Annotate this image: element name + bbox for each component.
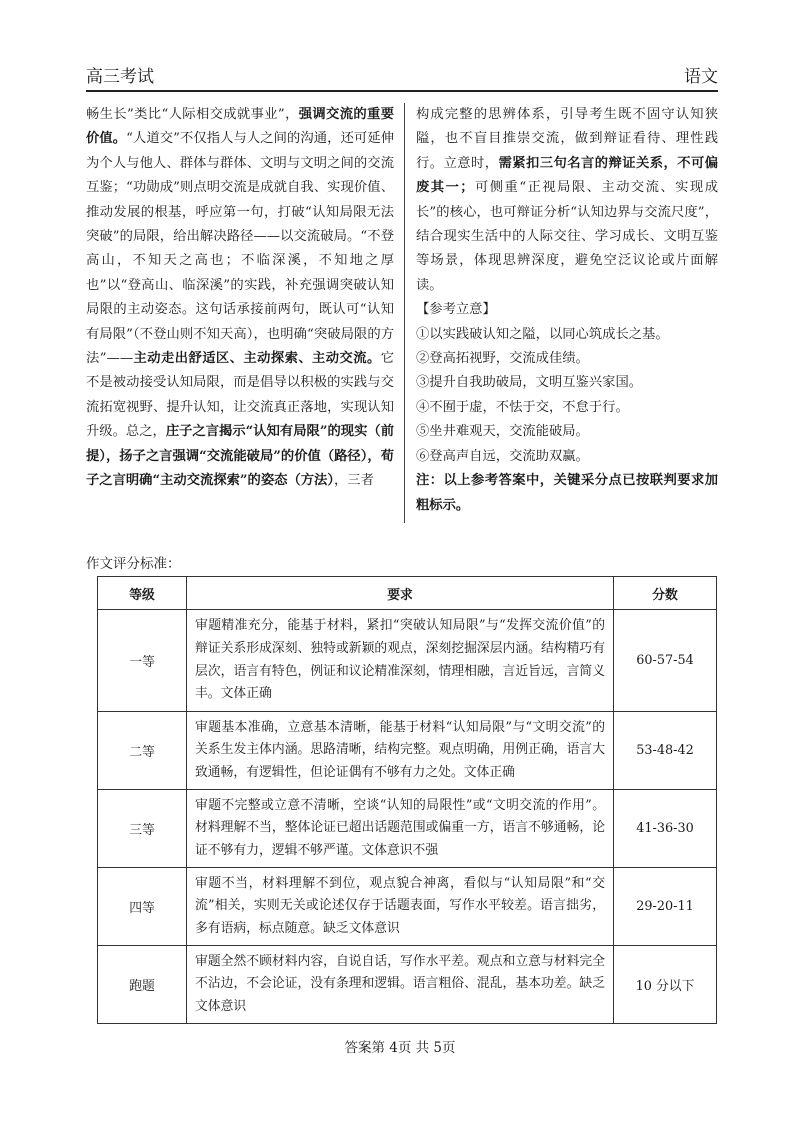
bold-span: 强调交流的重要价值。 <box>86 107 394 147</box>
table-row <box>98 868 717 946</box>
text-span: ，三者 <box>334 473 374 489</box>
reference-item: ①以实践破认知之隘，以同心筑成长之基。 <box>416 326 669 342</box>
requirement-cell: 审题精准充分，能基于材料，紧扣“突破认知局限”与“发挥交流价值”的辩证关系形成深刻、独特或新颖的观点，深刻挖掘深层内涵。结构精巧有层次，语言有特色，例证和议论精准深刻，情理相融，言近旨远，言简义丰。文体正确 <box>187 610 614 712</box>
reference-item: ⑤坐井难观天，交流能破局。 <box>416 424 589 440</box>
scoring-standard-title: 作文评分标准： <box>86 556 181 572</box>
reference-title: 【参考立意】 <box>416 302 496 318</box>
page-header <box>86 62 718 92</box>
requirement-cell: 审题不完整或立意不清晰，空谈“认知的局限性”或“文明交流的作用”。材料理解不当，整体论证已超出话题范围或偏重一方，语言不够通畅，论证不够有力，逻辑不够严谨。文体意识不强 <box>187 790 614 868</box>
grade-cell: 二等 <box>98 712 187 790</box>
grade-cell: 一等 <box>98 610 187 712</box>
text-span: “人道交”不仅指人与人之间的沟通，还可延伸为个人与他人、群体与群体、文明与文明之间的交流互鉴；“功勋成”则点明交流是成就自我、实现价值、推动发展的根基，呼应第一句，打破“认知局限无法突破”的局限，给出解决路径——以交流破局。“不登高山，不知天之高也；不临深溪，不知地之厚也”以“登高山、临深溪”的实践，补充强调突破认知局限的主动姿态。这句话承接前两句，既认可“认知有局限”（不登山则不知天高），也明确“突破局限的方法”—— <box>86 131 394 367</box>
requirement-cell: 审题全然不顾材料内容，自说自话，写作水平差。观点和立意与材料完全不沾边，不会论证，没有条理和逻辑。语言粗俗、混乱，基本功差。缺乏文体意识 <box>187 946 614 1024</box>
requirement-cell: 审题基本准确，立意基本清晰，能基于材料“认知局限”与“文明交流”的关系生发主体内涵。思路清晰，结构完整。观点明确，用例正确，语言大致通畅，有逻辑性，但论证偶有不够有力之处。文体正确 <box>187 712 614 790</box>
score-cell: 10 分以下 <box>614 946 717 1024</box>
score-cell: 41-36-30 <box>614 790 717 868</box>
text-span: 可侧重“正视局限、主动交流、实现成长”的核心，也可辩证分析“认知边界与交流尺度”，结合现实生活中的人际交往、学习成长、文明互鉴等场景，体现思辨深度，避免空泛议论或片面解读。 <box>416 180 718 293</box>
requirement-cell: 审题不当，材料理解不到位，观点貌合神离，看似与“认知局限”和“交流”相关，实则无关或论述仅存于话题表面，写作水平较差。语言拙劣，多有语病，标点随意。缺乏文体意识 <box>187 868 614 946</box>
subject-title: 语文 <box>684 67 718 87</box>
score-cell: 29-20-11 <box>614 868 717 946</box>
bold-span: 庄子之言揭示“认知有局限”的现实（前提），扬子之言强调“交流能破局”的价值（路径），荀子之言明确“主动交流探索”的姿态（方法） <box>86 424 395 489</box>
two-column-text <box>86 103 718 523</box>
note-text: 注：以上参考答案中，关键采分点已按联判要求加粗标示。 <box>416 473 718 513</box>
column-divider <box>404 103 405 523</box>
table-row <box>98 610 717 712</box>
scoring-table <box>97 576 717 1024</box>
text-span: 它不是被动接受认知局限，而是倡导以积极的实践与交流拓宽视野、提升认知，让交流真正落地，实现认知升级。总之， <box>86 351 394 440</box>
text-span: 构成完整的思辨体系，引导考生既不固守认知狭隘，也不盲目推崇交流，做到辩证看待、理性践行。立意时， <box>416 107 718 171</box>
exam-title: 高三考试 <box>86 67 154 87</box>
header-grade: 等级 <box>98 577 187 610</box>
left-paragraph <box>86 103 394 494</box>
right-paragraph <box>416 103 718 298</box>
score-cell: 53-48-42 <box>614 712 717 790</box>
reference-item: ④不囿于虚，不怯于交，不怠于行。 <box>416 399 629 415</box>
table-row <box>98 790 717 868</box>
grade-cell: 三等 <box>98 790 187 868</box>
reference-item: ⑥登高声自远，交流助双赢。 <box>416 448 589 464</box>
page-number: 答案第 4页 共 5页 <box>344 1040 456 1056</box>
right-column <box>416 103 718 518</box>
bold-span: 需紧扣三句名言的辩证关系，不可偏废其一； <box>416 155 719 196</box>
table-header-row <box>98 577 717 610</box>
grade-cell: 跑题 <box>98 946 187 1024</box>
bold-span: 主动走出舒适区、主动探索、主动交流。 <box>133 351 381 367</box>
left-column <box>86 103 394 494</box>
reference-item: ②登高拓视野，交流成佳绩。 <box>416 351 589 367</box>
score-cell: 60-57-54 <box>614 610 717 712</box>
table-row <box>98 946 717 1024</box>
grade-cell: 四等 <box>98 868 187 946</box>
header-requirement: 要求 <box>187 577 614 610</box>
reference-item: ③提升自我助破局，文明互鉴兴家国。 <box>416 375 643 391</box>
text-span: 畅生长”类比“人际相交成就事业”， <box>86 107 299 122</box>
header-score: 分数 <box>614 577 717 610</box>
table-row <box>98 712 717 790</box>
